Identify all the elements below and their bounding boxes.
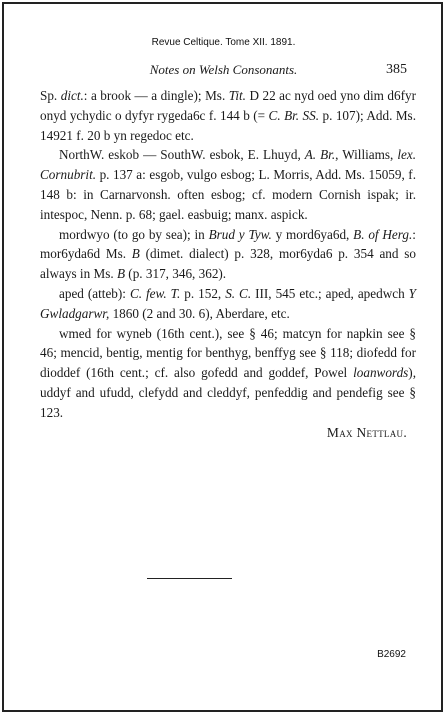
italic-run: loanwords	[353, 365, 409, 381]
italic-run: Tit.	[228, 88, 246, 103]
italic-run: C. Br. SS.	[268, 107, 320, 123]
text-run: , Williams,	[335, 147, 398, 163]
text-run: (p. 317, 346, 362).	[125, 266, 227, 282]
paragraph	[40, 324, 416, 423]
text-run: p. 107); Add. Ms. 14921 f. 20 b yn regedoc etc.	[40, 107, 416, 143]
author-signature: Max Nettlau.	[326, 425, 407, 440]
italic-run: dict.	[60, 88, 84, 103]
italic-run: B. of Herg.	[353, 226, 413, 242]
text-run: wmed for wyneb (16th cent.), see § 46; matcyn for napkin see § 46; mencid, bentig, mentig for benthyg, benffyg see § 118; diofedd for dioddef (16th cent.; cf. also gofedd and goddef, Powel	[40, 325, 416, 381]
italic-run: Y Gwladgarwr,	[40, 285, 417, 321]
text-run: : a brook — a dingle); Ms.	[83, 88, 229, 103]
italic-run: B	[116, 266, 125, 282]
text-run: p. 137 a: esgob, vulgo esbog; L. Morris, Add. Ms. 15059, f. 148 b: in Carnarvonsh. often esbog; cf. modern Cornish ispak; ir. intespoc, Nenn. p. 68; gael. easbuig; manx. aspick.	[40, 167, 416, 222]
italic-run: Brud y Tyw.	[208, 226, 272, 242]
text-run: ), uddyf and ufudd, clefydd and cleddyf, penfeddig and pendefig see § 123.	[40, 365, 416, 420]
body-text	[40, 86, 416, 423]
running-head	[40, 62, 407, 80]
italic-run: A. Br.	[304, 147, 336, 163]
paragraph	[40, 284, 416, 324]
text-run: D 22 ac nyd oed yno dim d6fyr onyd ychydic o dyfyr rygeda6c f. 144 b (=	[40, 88, 416, 123]
text-run: III, 545 etc.; aped, apedwch	[251, 285, 409, 301]
italic-run: C. few. T.	[129, 285, 181, 301]
page-number: 385	[386, 62, 407, 77]
text-run: 1860 (2 and 30. 6), Aberdare, etc.	[109, 305, 290, 321]
text-run: : mor6yda6d Ms.	[40, 226, 416, 262]
text-run: y mord6ya6d,	[271, 226, 354, 242]
journal-note: Revue Celtique. Tome XII. 1891.	[151, 37, 296, 48]
text-run: NorthW. eskob — SouthW. esbok, E. Lhuyd,	[59, 147, 305, 163]
text-run: (dimet. dialect) p. 328, mor6yda6 p. 354 and so always in Ms.	[40, 246, 416, 282]
text-run: aped (atteb):	[59, 285, 130, 301]
paragraph	[40, 225, 416, 284]
catalog-code: B2692	[377, 649, 406, 660]
italic-run: B	[131, 246, 140, 262]
text-run: Sp.	[40, 88, 61, 103]
separator-rule	[147, 578, 232, 579]
italic-run: lex. Cornubrit.	[40, 147, 416, 183]
text-run: mordwyo (to go by sea); in	[59, 226, 209, 242]
paragraph	[40, 145, 416, 224]
text-run: p. 152,	[180, 285, 226, 301]
paragraph	[40, 86, 416, 145]
running-head-title: Notes on Welsh Consonants.	[149, 62, 298, 77]
italic-run: S. C.	[225, 285, 252, 301]
